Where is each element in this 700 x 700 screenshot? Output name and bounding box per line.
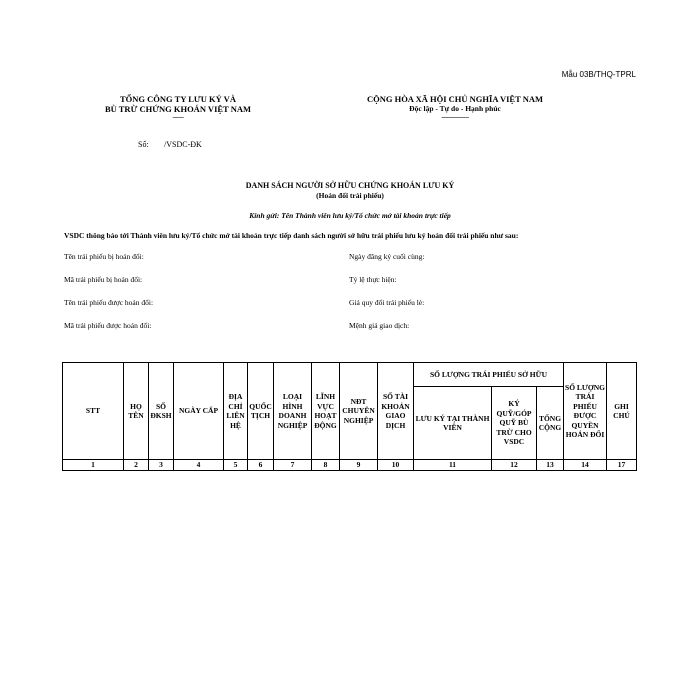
col-num: 17 <box>607 460 637 471</box>
header-luu-ky: LƯU KÝ TẠI THÀNH VIÊN <box>414 387 492 460</box>
field-old-bond-code: Mã trái phiếu bị hoán đổi: <box>64 275 143 284</box>
header-stt: STT <box>63 363 124 460</box>
col-num: 9 <box>340 460 378 471</box>
title-sub: (Hoán đổi trái phiếu) <box>316 191 384 200</box>
col-num: 1 <box>63 460 124 471</box>
title-main: DANH SÁCH NGƯỜI SỞ HỮU CHỨNG KHOÁN LƯU KÝ <box>245 181 455 190</box>
header-ho-ten: HỌ TÊN <box>124 363 149 460</box>
org-name-line1: TỔNG CÔNG TY LƯU KÝ VÀ <box>120 94 236 104</box>
form-code: Mẫu 03B/THQ-TPRL <box>561 70 636 79</box>
holder-list-table <box>62 362 637 471</box>
field-par-value: Mệnh giá giao dịch: <box>349 321 410 330</box>
notice-text: VSDC thông báo tới Thành viên lưu ký/Tổ chức mở tài khoản trực tiếp danh sách người sở hữu trái phiếu lưu ký hoán đổi trái phiếu như sau: <box>64 231 519 240</box>
header-so-tai-khoan: SỐ TÀI KHOẢN GIAO DỊCH <box>378 363 414 460</box>
header-tong-cong: TỔNG CỘNG <box>537 387 564 460</box>
col-num: 4 <box>174 460 224 471</box>
recipient-line: Kính gửi: Tên Thành viên lưu ký/Tổ chức mở tài khoản trực tiếp <box>249 211 451 220</box>
header-so-luong-group: SỐ LƯỢNG TRÁI PHIẾU SỞ HỮU <box>414 363 564 387</box>
nation-line1: CỘNG HÒA XÃ HỘI CHỦ NGHĨA VIỆT NAM <box>366 94 544 104</box>
header-ghi-chu: GHI CHÚ <box>607 363 637 460</box>
field-new-bond-name: Tên trái phiếu được hoán đổi: <box>64 298 154 307</box>
document-number <box>138 140 202 149</box>
org-divider: ------ <box>172 113 184 121</box>
col-num: 7 <box>274 460 312 471</box>
col-num: 11 <box>414 460 492 471</box>
field-new-bond-code: Mã trái phiếu được hoán đổi: <box>64 321 152 330</box>
col-num: 3 <box>149 460 174 471</box>
header-linh-vuc: LĨNH VỰC HOẠT ĐỘNG <box>312 363 340 460</box>
col-num: 13 <box>537 460 564 471</box>
org-name-line2: BÙ TRỪ CHỨNG KHOÁN VIỆT NAM <box>104 104 251 114</box>
header-ky-quy: KÝ QUỸ/GÓP QUỸ BÙ TRỪ CHO VSDC <box>492 387 537 460</box>
nation-motto: Độc lập - Tự do - Hạnh phúc <box>409 104 501 113</box>
header-loai-hinh: LOẠI HÌNH DOANH NGHIỆP <box>274 363 312 460</box>
doc-no-value: /VSDC-ĐK <box>164 140 202 149</box>
nation-divider: --------------- <box>441 113 469 121</box>
field-odd-lot-price: Giá quy đổi trái phiếu lẻ: <box>349 298 425 307</box>
col-num: 14 <box>564 460 607 471</box>
field-ratio: Tỷ lệ thực hiện: <box>349 275 397 284</box>
header-so-dksh: SỐ ĐKSH <box>149 363 174 460</box>
col-num: 5 <box>224 460 248 471</box>
column-number-row <box>63 460 637 471</box>
header-quoc-tich: QUỐC TỊCH <box>248 363 274 460</box>
organization-header <box>78 94 278 120</box>
header-ndt: NĐT CHUYÊN NGHIỆP <box>340 363 378 460</box>
col-num: 8 <box>312 460 340 471</box>
document-title <box>0 181 700 201</box>
doc-no-label: Số: <box>138 140 149 149</box>
header-so-luong-hoan-doi: SỐ LƯỢNG TRÁI PHIẾU ĐƯỢC QUYỀN HOÁN ĐỔI <box>564 363 607 460</box>
header-dia-chi: ĐỊA CHỈ LIÊN HỆ <box>224 363 248 460</box>
national-header <box>330 94 580 120</box>
header-ngay-cap: NGÀY CẤP <box>174 363 224 460</box>
field-old-bond-name: Tên trái phiếu bị hoán đổi: <box>64 252 144 261</box>
col-num: 12 <box>492 460 537 471</box>
field-record-date: Ngày đăng ký cuối cùng: <box>349 252 425 261</box>
col-num: 10 <box>378 460 414 471</box>
col-num: 6 <box>248 460 274 471</box>
col-num: 2 <box>124 460 149 471</box>
